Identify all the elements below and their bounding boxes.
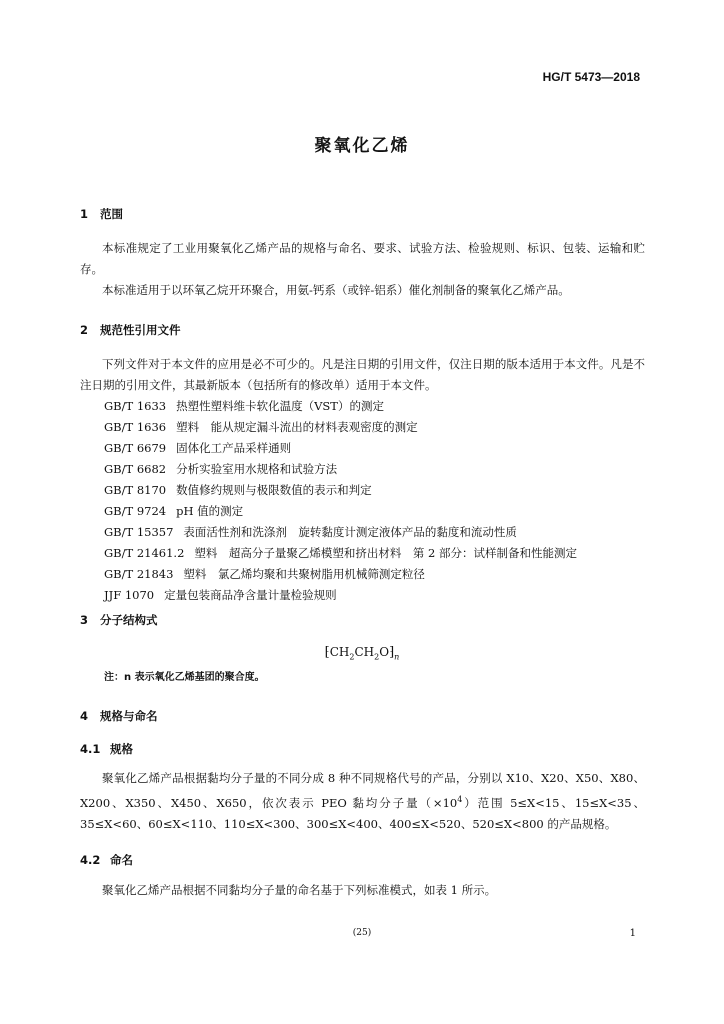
reference-title: 定量包装商品净含量计量检验规则 — [164, 588, 337, 602]
footer-page-marker: (25) — [352, 928, 372, 938]
section-title: 命名 — [110, 853, 133, 867]
reference-item — [104, 396, 384, 417]
section-4-2-heading — [80, 852, 133, 868]
reference-code: GB/T 1633 — [104, 399, 167, 413]
reference-code: GB/T 9724 — [104, 504, 167, 518]
section-4-1-heading — [80, 741, 133, 757]
section-number: 1 — [80, 207, 89, 221]
scope-paragraph-2: 本标准适用于以环氧乙烷开环聚合，用氨-钙系（或锌-铝系）催化剂制备的聚氧化乙烯产品。 — [102, 283, 570, 297]
section-number: 4.2 — [80, 853, 101, 867]
reference-title: 塑料 能从规定漏斗流出的材料表观密度的测定 — [176, 420, 418, 434]
section-number: 3 — [80, 613, 89, 627]
section-number: 4 — [80, 709, 89, 723]
formula-note: 注：n 表示氧化乙烯基团的聚合度。 — [104, 672, 265, 683]
document-title: 聚氧化乙烯 — [314, 136, 410, 156]
reference-code: GB/T 21843 — [104, 567, 174, 581]
formula-ch: CH — [329, 645, 350, 659]
specification-text-b: ）范围 5≤X<15、15≤X<35、35≤X<60、60≤X<110、110≤X<300、300≤X<400、400≤X<520、520≤X<800 的产品规格。 — [80, 795, 645, 831]
reference-title: 表面活性剂和洗涤剂 旋转黏度计测定液体产品的黏度和流动性质 — [183, 525, 517, 539]
formula-subscript: 2 — [349, 652, 355, 662]
section-title: 范围 — [100, 207, 123, 221]
scope-paragraph-1: 本标准规定了工业用聚氧化乙烯产品的规格与命名、要求、试验方法、检验规则、标识、包装、运输和贮存。 — [80, 241, 645, 276]
section-2-heading — [80, 322, 181, 338]
reference-code: GB/T 6682 — [104, 462, 167, 476]
reference-title: 分析实验室用水规格和试验方法 — [176, 462, 338, 476]
section-title: 规格 — [110, 742, 133, 756]
reference-item — [104, 564, 425, 585]
formula-open-bracket: ⁅ — [324, 645, 330, 660]
page-number: 1 — [629, 928, 636, 939]
formula-ch: CH — [354, 645, 375, 659]
reference-title: 数值修约规则与极限数值的表示和判定 — [176, 483, 372, 497]
reference-code: GB/T 8170 — [104, 483, 167, 497]
reference-code: GB/T 1636 — [104, 420, 167, 434]
reference-item — [104, 438, 291, 459]
reference-item — [104, 501, 243, 522]
reference-title: 热塑性塑料维卡软化温度（VST）的测定 — [176, 399, 384, 413]
reference-item — [104, 522, 517, 543]
reference-item — [104, 543, 577, 564]
reference-code: GB/T 6679 — [104, 441, 167, 455]
reference-code: GB/T 21461.2 — [104, 546, 185, 560]
reference-item — [104, 480, 372, 501]
formula-close-bracket: ⁆ — [389, 645, 395, 660]
naming-paragraph: 聚氧化乙烯产品根据不同黏均分子量的命名基于下列标准模式，如表 1 所示。 — [102, 883, 497, 897]
reference-item — [104, 459, 337, 480]
reference-title: 塑料 超高分子量聚乙烯模塑和挤出材料 第 2 部分：试样制备和性能测定 — [194, 546, 578, 560]
reference-title: pH 值的测定 — [176, 504, 244, 518]
standard-code: HG/T 5473—2018 — [542, 70, 640, 84]
section-3-heading — [80, 612, 158, 628]
references-intro: 下列文件对于本文件的应用是必不可少的。凡是注日期的引用文件，仅注日期的版本适用于本文件。凡是不注日期的引用文件，其最新版本（包括所有的修改单）适用于本文件。 — [80, 357, 645, 392]
reference-code: GB/T 15357 — [104, 525, 174, 539]
reference-item — [104, 417, 418, 438]
molecular-formula — [0, 645, 724, 661]
section-title: 规格与命名 — [100, 709, 158, 723]
section-4-heading — [80, 708, 158, 724]
reference-code: JJF 1070 — [104, 588, 155, 602]
specification-paragraph — [80, 768, 645, 835]
formula-subscript: 2 — [374, 652, 380, 662]
section-title: 分子结构式 — [100, 613, 158, 627]
reference-item — [104, 585, 337, 606]
section-number: 4.1 — [80, 742, 101, 756]
formula-degree-n: n — [394, 652, 400, 662]
reference-title: 固体化工产品采样通则 — [176, 441, 292, 455]
specification-text-a: 聚氧化乙烯产品根据黏均分子量的不同分成 8 种不同规格代号的产品，分别以 X10、X20、X50、X80、X200、X350、X450、X650，依次表示 PEO 黏均分子量（×10 — [80, 771, 645, 810]
section-1-heading — [80, 206, 123, 222]
section-title: 规范性引用文件 — [100, 323, 181, 337]
formula-oxygen: O — [379, 645, 390, 659]
specification-exponent: 4 — [457, 795, 463, 804]
section-number: 2 — [80, 323, 89, 337]
reference-title: 塑料 氯乙烯均聚和共聚树脂用机械筛测定粒径 — [183, 567, 425, 581]
